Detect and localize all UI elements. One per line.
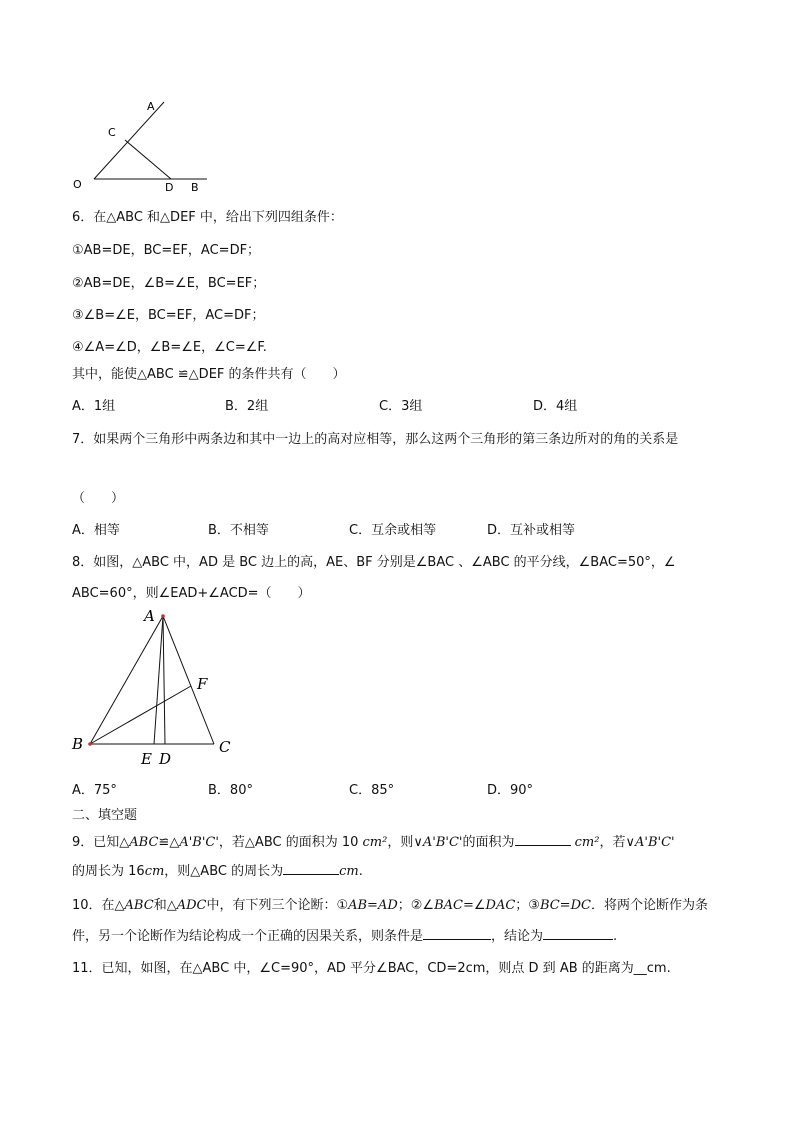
q8-line-1: 8．如图，△ABC 中，AD 是 BC 边上的高，AE、BF 分别是∠BAC 、∠ABC 的平分线，∠BAC=50°，∠ (72, 555, 676, 570)
q10-line-1: 10．在△ABC和△ADC中，有下列三个论断：①AB=AD；②∠BAC=∠DAC；③BC=DC．将两个论断作为条 (72, 898, 708, 913)
q6-option-a[interactable]: A．1组 (72, 399, 116, 414)
q7-stem: 7．如果两个三角形中两条边和其中一边上的高对应相等，那么这两个三角形的第三条边所对的角的关系是 (72, 432, 679, 447)
q10-blank-conclusion[interactable] (543, 927, 613, 940)
label-C: C (219, 738, 231, 756)
q7-option-d[interactable]: D．互补或相等 (487, 523, 576, 538)
label-B: B (72, 735, 84, 753)
bisector-ae (154, 616, 163, 744)
label-O: O (73, 178, 82, 191)
label-A: A (144, 607, 155, 625)
q9-blank-area[interactable] (515, 833, 571, 846)
label-C: C (108, 126, 116, 139)
q6-condition-2: ②AB=DE，∠B=∠E，BC=EF； (72, 276, 266, 291)
figure-angle-ocd (60, 92, 220, 197)
label-A: A (147, 100, 155, 113)
label-F: F (197, 675, 208, 693)
section-heading-fill-in: 二、填空题 (72, 808, 138, 823)
q6-option-b[interactable]: B．2组 (225, 399, 269, 414)
q9-line-1: 9．已知△ABC≌△A'B'C'，若△ABC 的面积为 10 cm²，则∨A'B'C'的面积为 cm²，若∨A'B'C' (72, 835, 675, 850)
q9-line-2: 的周长为 16cm，则△ABC 的周长为 cm. (72, 864, 363, 879)
q10-line-2: 件，另一个论断作为结论构成一个正确的因果关系，则条件是 ，结论为 . (72, 929, 618, 944)
q8-option-a[interactable]: A．75° (72, 783, 117, 798)
q8-option-c[interactable]: C．85° (349, 783, 395, 798)
segment-cd (125, 140, 171, 179)
label-D: D (165, 181, 174, 194)
q6-option-d[interactable]: D．4组 (533, 399, 578, 414)
label-E: E (141, 750, 152, 768)
label-D: D (159, 750, 172, 768)
q11-text: 11．已知，如图，在△ABC 中，∠C=90°，AD 平分∠BAC，CD=2cm，则点 D 到 AB 的距离为__cm. (72, 961, 671, 976)
q7-option-b[interactable]: B．不相等 (208, 523, 269, 538)
q8-option-b[interactable]: B．80° (208, 783, 253, 798)
q6-stem: 6．在△ABC 和△DEF 中，给出下列四组条件： (72, 210, 343, 225)
q6-condition-3: ③∠B=∠E，BC=EF，AC=DF； (72, 308, 265, 323)
q7-option-c[interactable]: C．互余或相等 (349, 523, 437, 538)
figure-triangle-abc (66, 602, 246, 772)
q7-paren: （ ） (72, 491, 125, 506)
dot-b (88, 742, 92, 746)
q8-line-2: ABC=60°，则∠EAD+∠ACD=（ ） (72, 586, 311, 601)
bisector-bf (90, 686, 191, 744)
q8-option-d[interactable]: D．90° (487, 783, 534, 798)
side-ab (90, 616, 163, 744)
q10-blank-condition[interactable] (423, 927, 491, 940)
dot-a (161, 614, 165, 618)
label-B: B (191, 181, 199, 194)
q6-condition-1: ①AB=DE，BC=EF，AC=DF； (72, 243, 261, 258)
ray-oa (94, 102, 164, 179)
altitude-ad (163, 616, 165, 744)
q6-condition-4: ④∠A=∠D，∠B=∠E，∠C=∠F. (72, 340, 267, 355)
q9-blank-perimeter[interactable] (283, 862, 339, 875)
q6-option-c[interactable]: C．3组 (379, 399, 423, 414)
q7-option-a[interactable]: A．相等 (72, 523, 120, 538)
q6-question: 其中，能使△ABC ≌△DEF 的条件共有（ ） (72, 367, 346, 382)
